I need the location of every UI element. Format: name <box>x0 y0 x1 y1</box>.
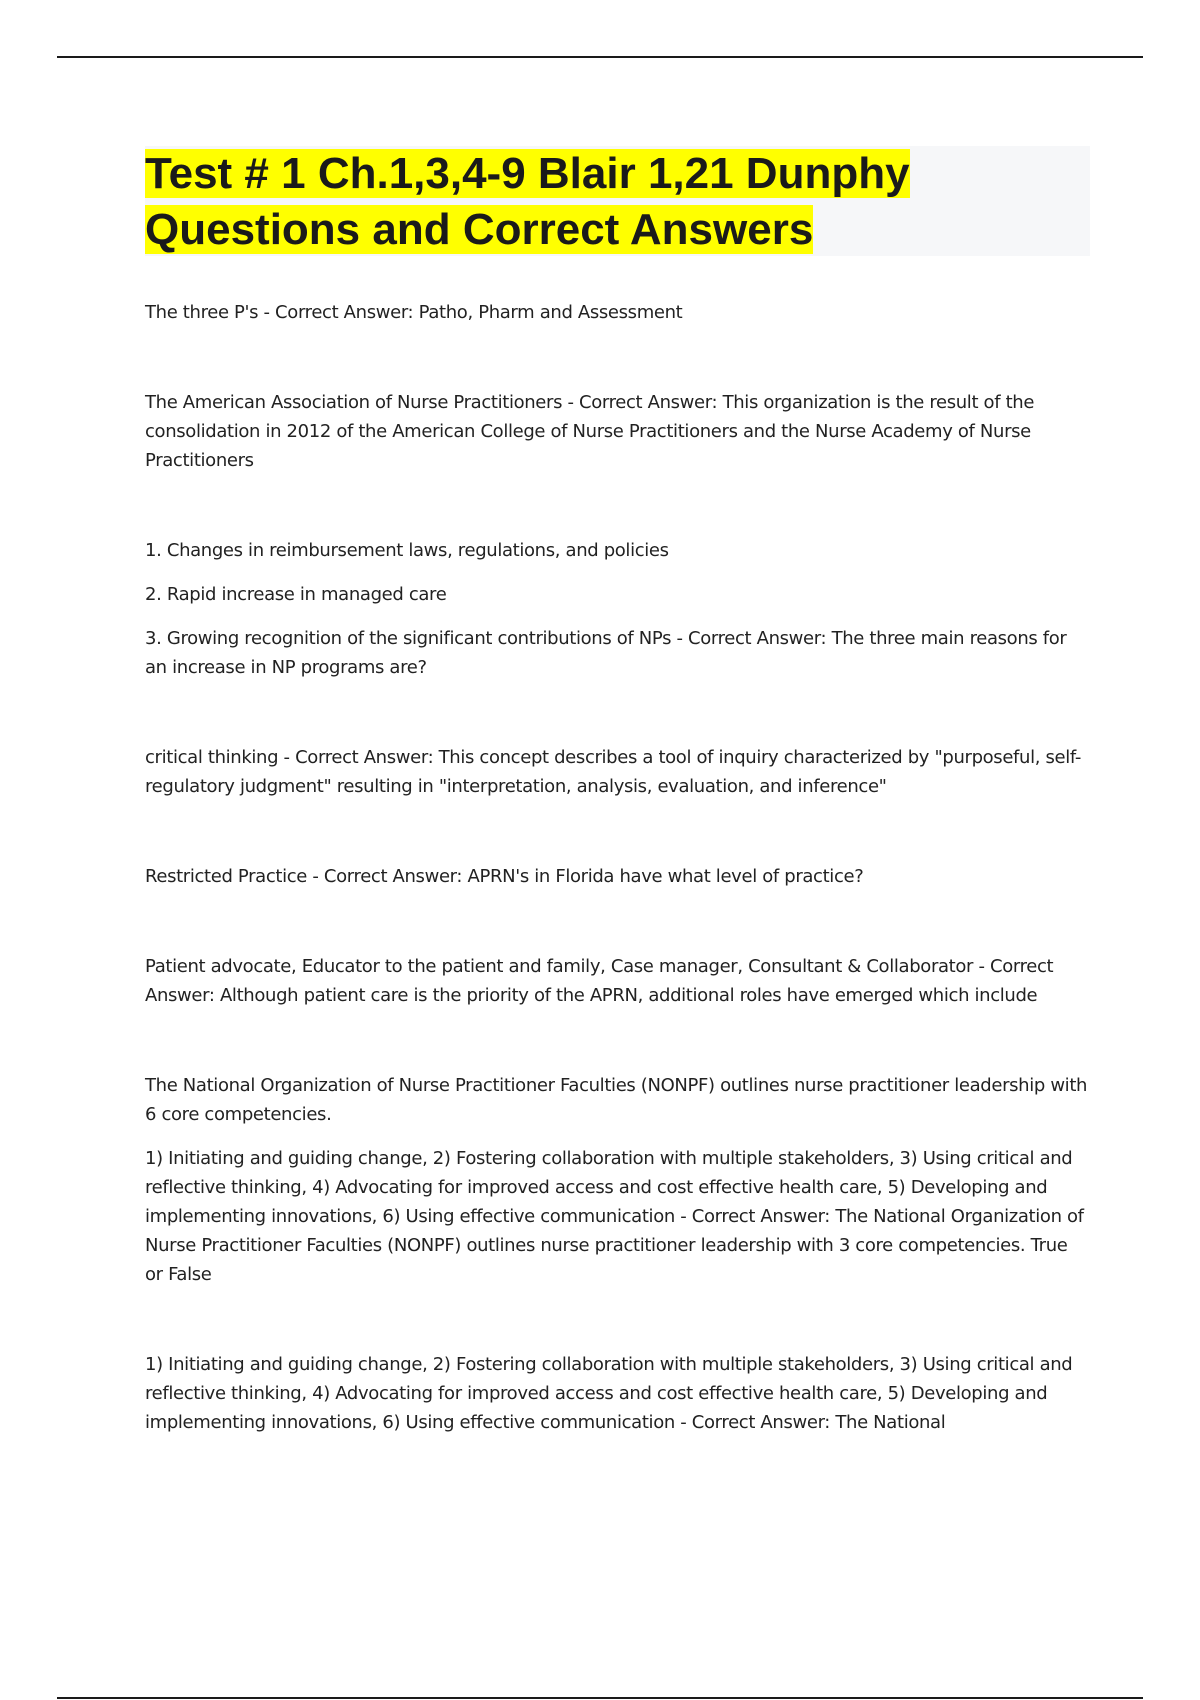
paragraph-aanp: The American Association of Nurse Practitioners - Correct Answer: This organization is the result of the consolidation in 2012 of the American College of Nurse Practitioners and the Nurse Academy of Nurse Practitioners <box>145 392 1035 471</box>
paragraph-reason-3: 3. Growing recognition of the significant contributions of NPs - Correct Answer: The three main reasons for an increase in NP programs are? <box>145 628 1067 678</box>
document-title <box>145 146 1090 258</box>
paragraph-nonpf-intro: The National Organization of Nurse Practitioner Faculties (NONPF) outlines nurse practitioner leadership with 6 core competencies. <box>145 1075 1088 1125</box>
paragraph-nonpf-competencies: 1) Initiating and guiding change, 2) Fostering collaboration with multiple stakeholders, 3) Using critical and reflective thinking, 4) Advocating for improved access and cost effective health care, 5) Developing and implementing innovations, 6) Using effective communication - Correct Answer: The National Organization of Nurse Practitioner Faculties (NONPF) outlines nurse practitioner leadership with 3 core competencies. True or False <box>145 1148 1084 1285</box>
title-line-1: Test # 1 Ch.1,3,4-9 Blair 1,21 Dunphy <box>145 149 910 198</box>
paragraph-reason-2: 2. Rapid increase in managed care <box>145 584 447 605</box>
footer-rule <box>57 1697 1143 1699</box>
paragraph-three-ps: The three P's - Correct Answer: Patho, Pharm and Assessment <box>145 302 683 323</box>
paragraph-nonpf-competencies-repeat: 1) Initiating and guiding change, 2) Fostering collaboration with multiple stakeholders, 3) Using critical and reflective thinking, 4) Advocating for improved access and cost effective health care, 5) Developing and implementing innovations, 6) Using effective communication - Correct Answer: The National <box>145 1354 1073 1433</box>
paragraph-aprn-roles: Patient advocate, Educator to the patient and family, Case manager, Consultant & Collaborator - Correct Answer: Although patient care is the priority of the APRN, additional roles have emerged which include <box>145 956 1054 1006</box>
title-block <box>145 146 1090 256</box>
document-body <box>145 146 1090 1437</box>
header-rule <box>57 56 1143 58</box>
title-line-2: Questions and Correct Answers <box>145 205 814 254</box>
paragraph-critical-thinking: critical thinking - Correct Answer: This concept describes a tool of inquiry characterized by "purposeful, self-regulatory judgment" resulting in "interpretation, analysis, evaluation, and inference" <box>145 747 1082 797</box>
paragraph-restricted-practice: Restricted Practice - Correct Answer: APRN's in Florida have what level of practice? <box>145 866 864 887</box>
paragraph-reason-1: 1. Changes in reimbursement laws, regulations, and policies <box>145 540 669 561</box>
